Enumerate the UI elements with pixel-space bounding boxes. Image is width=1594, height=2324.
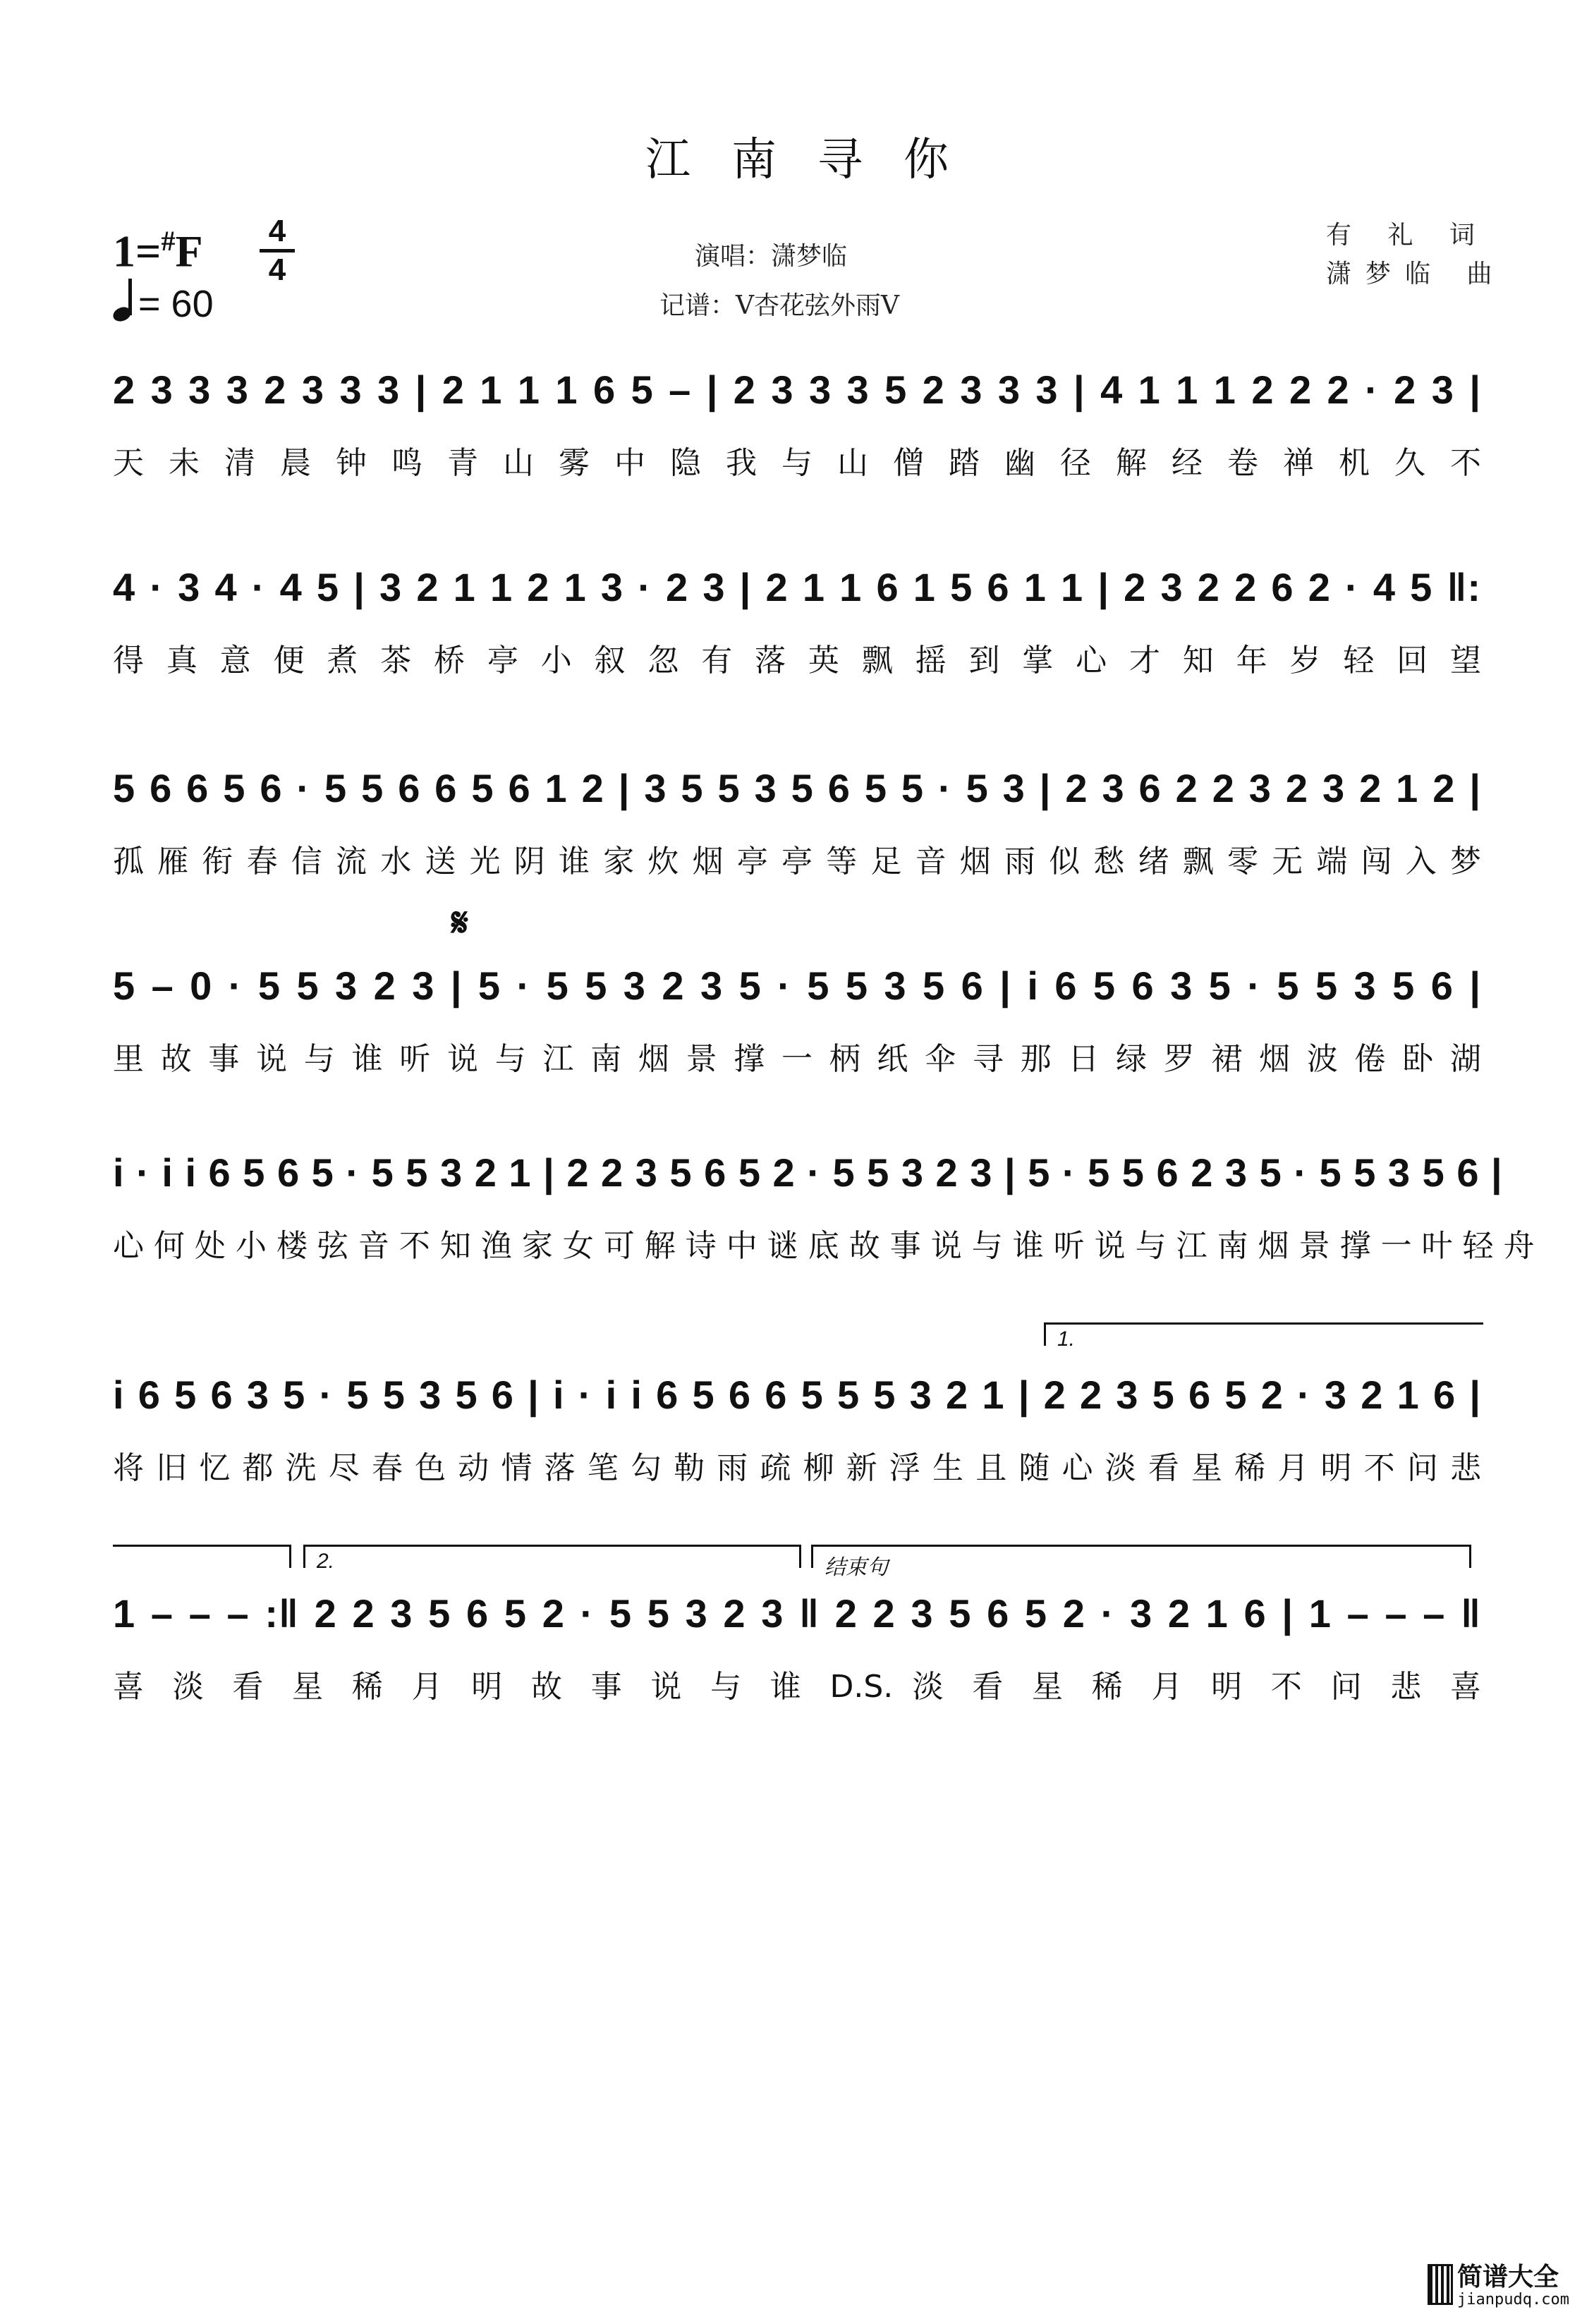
- time-signature-bottom: 4: [268, 253, 286, 287]
- lyricist-credit: 有 礼 词: [1326, 221, 1489, 250]
- time-signature-top: 4: [268, 214, 286, 248]
- key-letter: F: [175, 226, 203, 276]
- key-signature: [113, 224, 203, 277]
- segno-sign: 𝄋: [451, 899, 469, 946]
- lyric-line: 得 真 意 便 煮 茶 桥 亭 小 叙 忽 有 落 英 飘 摇 到 掌 心 才 知 年 岁 轻 回 望: [113, 643, 1481, 679]
- final-ending-bracket: [811, 1545, 1471, 1579]
- notator-credit: 记谱：V杏花弦外雨V: [659, 291, 899, 320]
- notation-line: 1 – – – :‖ 2 2 3 5 6 5 2 · 5 5 3 2 3 ‖ 2 2 3 5 6 5 2 · 3 2 1 6 | 1 – – – ‖: [113, 1591, 1481, 1636]
- first-ending-continuation: [113, 1545, 291, 1568]
- notation-line: i · i i 6 5 6 5 · 5 5 3 2 1 | 2 2 3 5 6 5 2 · 5 5 3 2 3 | 5 · 5 5 6 2 3 5 · 5 5 3 5 6 |: [113, 1150, 1503, 1195]
- quarter-note-icon: [113, 279, 133, 321]
- notation-line: 4 · 3 4 · 4 5 | 3 2 1 1 2 1 3 · 2 3 | 2 1 1 6 1 5 6 1 1 | 2 3 2 2 6 2 · 4 5 ‖:: [113, 565, 1481, 609]
- sharp-sign: #: [161, 225, 176, 257]
- lyric-line: 孤 雁 衔 春 信 流 水 送 光 阴 谁 家 炊 烟 亭 亭 等 足 音 烟 雨 似 愁 绪 飘 零 无 端 闯 入 梦: [113, 844, 1481, 880]
- first-ending-bracket: [1044, 1322, 1483, 1351]
- lyric-line: 将 旧 忆 都 洗 尽 春 色 动 情 落 笔 勾 勒 雨 疏 柳 新 浮 生 且 随 心 淡 看 星 稀 月 明 不 问 悲: [113, 1450, 1481, 1486]
- notation-line: 2 3 3 3 2 3 3 3 | 2 1 1 1 6 5 – | 2 3 3 3 5 2 3 3 3 | 4 1 1 1 2 2 2 · 2 3 |: [113, 367, 1481, 412]
- lyric-line: 心 何 处 小 楼 弦 音 不 知 渔 家 女 可 解 诗 中 谜 底 故 事 说 与 谁 听 说 与 江 南 烟 景 撑 一 叶 轻 舟: [113, 1228, 1535, 1264]
- lyric-line: 天 未 清 晨 钟 鸣 青 山 雾 中 隐 我 与 山 僧 踏 幽 径 解 经 卷 禅 机 久 不: [113, 445, 1481, 481]
- singer-credit: 演唱：潇梦临: [695, 242, 848, 271]
- lyric-line: 喜 淡 看 星 稀 月 明 故 事 说 与 谁 D.S. 淡 看 星 稀 月 明 不 问 悲 喜: [113, 1669, 1481, 1705]
- site-url: jianpudq.com: [1457, 2291, 1569, 2308]
- site-name: 简谱大全: [1457, 2263, 1559, 2292]
- notation-line: 5 6 6 5 6 · 5 5 6 6 5 6 1 2 | 3 5 5 3 5 6 5 5 · 5 3 | 2 3 6 2 2 3 2 3 2 1 2 |: [113, 766, 1481, 810]
- second-ending-label: 2.: [317, 1550, 335, 1573]
- key-prefix: 1=: [113, 226, 162, 276]
- lyric-line: 里 故 事 说 与 谁 听 说 与 江 南 烟 景 撑 一 柄 纸 伞 寻 那 日 绿 罗 裙 烟 波 倦 卧 湖: [113, 1041, 1481, 1077]
- notation-line: i 6 5 6 3 5 · 5 5 3 5 6 | i · i i 6 5 6 6 5 5 5 3 2 1 | 2 2 3 5 6 5 2 · 3 2 1 6 |: [113, 1373, 1481, 1417]
- notation-line: 5 – 0 · 5 5 3 2 3 | 5 · 5 5 3 2 3 5 · 5 5 3 5 6 | i 6 5 6 3 5 · 5 5 3 5 6 |: [113, 963, 1481, 1008]
- tempo-marking: [113, 279, 214, 326]
- song-title: 江南寻你: [645, 134, 990, 186]
- composer-credit: 潇梦临 曲: [1326, 260, 1507, 288]
- time-signature: [260, 215, 295, 286]
- second-ending-bracket: [303, 1545, 801, 1573]
- final-ending-label: 结束句: [825, 1556, 888, 1579]
- tempo-value: = 60: [138, 283, 214, 325]
- piano-keys-icon: [1428, 2264, 1453, 2305]
- first-ending-label: 1.: [1057, 1327, 1076, 1351]
